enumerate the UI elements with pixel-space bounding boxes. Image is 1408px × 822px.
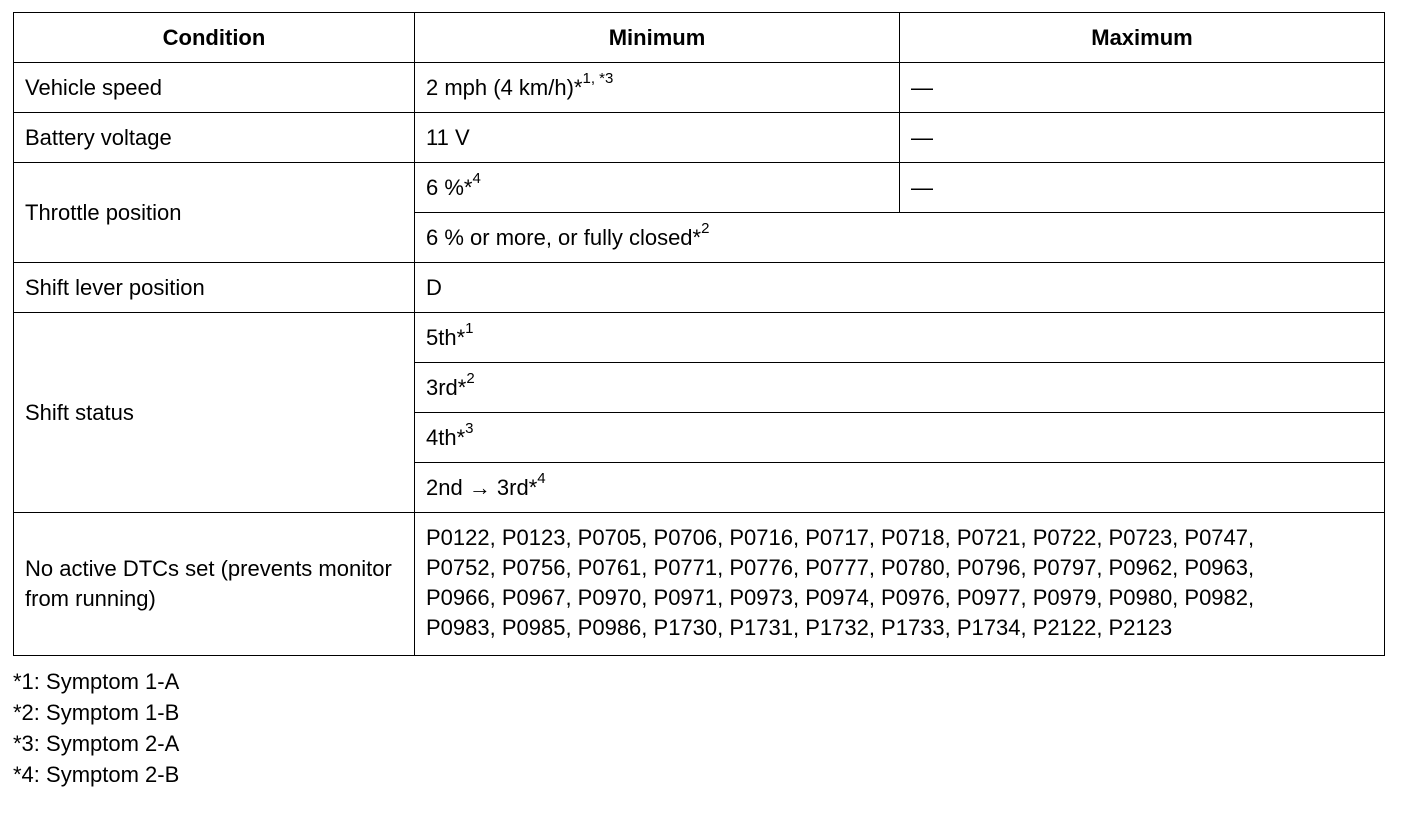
footnote: *1: Symptom 1-A — [13, 669, 180, 694]
table-header-row — [14, 13, 1385, 63]
condition-throttle-position: Throttle position — [14, 163, 415, 263]
header-condition: Condition — [14, 13, 415, 63]
shift-status-footnote: 2 — [466, 370, 475, 388]
footnote: *4: Symptom 2-B — [13, 762, 180, 787]
shift-status-value — [415, 313, 1385, 363]
vehicle-speed-min-text: 2 mph (4 km/h)* — [426, 74, 583, 100]
dtc-list-line: P0752, P0756, P0761, P0771, P0776, P0777, P0780, P0796, P0797, P0962, P0963, — [426, 555, 1255, 580]
throttle-position-minimum — [415, 163, 900, 213]
shift-status-footnote: 4 — [537, 470, 546, 488]
battery-voltage-maximum: — — [900, 113, 1385, 163]
conditions-table — [13, 12, 1385, 656]
dtc-list-line: P0983, P0985, P0986, P1730, P1731, P1732, P1733, P1734, P2122, P2123 — [426, 615, 1173, 640]
condition-vehicle-speed: Vehicle speed — [14, 63, 415, 113]
vehicle-speed-minimum — [415, 63, 900, 113]
throttle-position-alt — [415, 213, 1385, 263]
condition-shift-lever-position: Shift lever position — [14, 263, 415, 313]
dtc-list-line: P0966, P0967, P0970, P0971, P0973, P0974, P0976, P0977, P0979, P0980, P0982, — [426, 585, 1255, 610]
shift-status-text: 2nd → 3rd* — [426, 474, 538, 500]
shift-status-text: 3rd* — [426, 374, 467, 400]
shift-status-value — [415, 463, 1385, 513]
table-row — [14, 63, 1385, 113]
throttle-alt-footnote: 2 — [701, 220, 710, 238]
vehicle-speed-maximum: — — [900, 63, 1385, 113]
shift-status-text: 5th* — [426, 324, 466, 350]
table-row — [14, 513, 1385, 656]
throttle-position-maximum: — — [900, 163, 1385, 213]
condition-shift-status: Shift status — [14, 313, 415, 513]
header-minimum: Minimum — [415, 13, 900, 63]
condition-no-active-dtcs: No active DTCs set (prevents monitor from running) — [14, 513, 415, 656]
header-maximum: Maximum — [900, 13, 1385, 63]
table-row — [14, 263, 1385, 313]
shift-status-footnote: 1 — [465, 320, 474, 338]
table-row — [14, 163, 1385, 213]
footnote: *2: Symptom 1-B — [13, 700, 180, 725]
shift-status-value — [415, 413, 1385, 463]
vehicle-speed-min-footnote: 1, *3 — [582, 70, 614, 88]
table-row — [14, 113, 1385, 163]
shift-status-text: 4th* — [426, 424, 466, 450]
footnote: *3: Symptom 2-A — [13, 731, 180, 756]
condition-battery-voltage: Battery voltage — [14, 113, 415, 163]
dtc-list — [415, 513, 1385, 656]
shift-lever-value: D — [415, 263, 1385, 313]
throttle-alt-text: 6 % or more, or fully closed* — [426, 224, 702, 250]
table-row — [14, 313, 1385, 363]
footnotes — [13, 666, 1384, 790]
throttle-min-text: 6 %* — [426, 174, 473, 200]
dtc-list-line: P0122, P0123, P0705, P0706, P0716, P0717, P0718, P0721, P0722, P0723, P0747, — [426, 525, 1255, 550]
throttle-min-footnote: 4 — [472, 170, 481, 188]
document — [13, 12, 1384, 790]
shift-status-value — [415, 363, 1385, 413]
shift-status-footnote: 3 — [465, 420, 474, 438]
battery-voltage-minimum: 11 V — [415, 113, 900, 163]
